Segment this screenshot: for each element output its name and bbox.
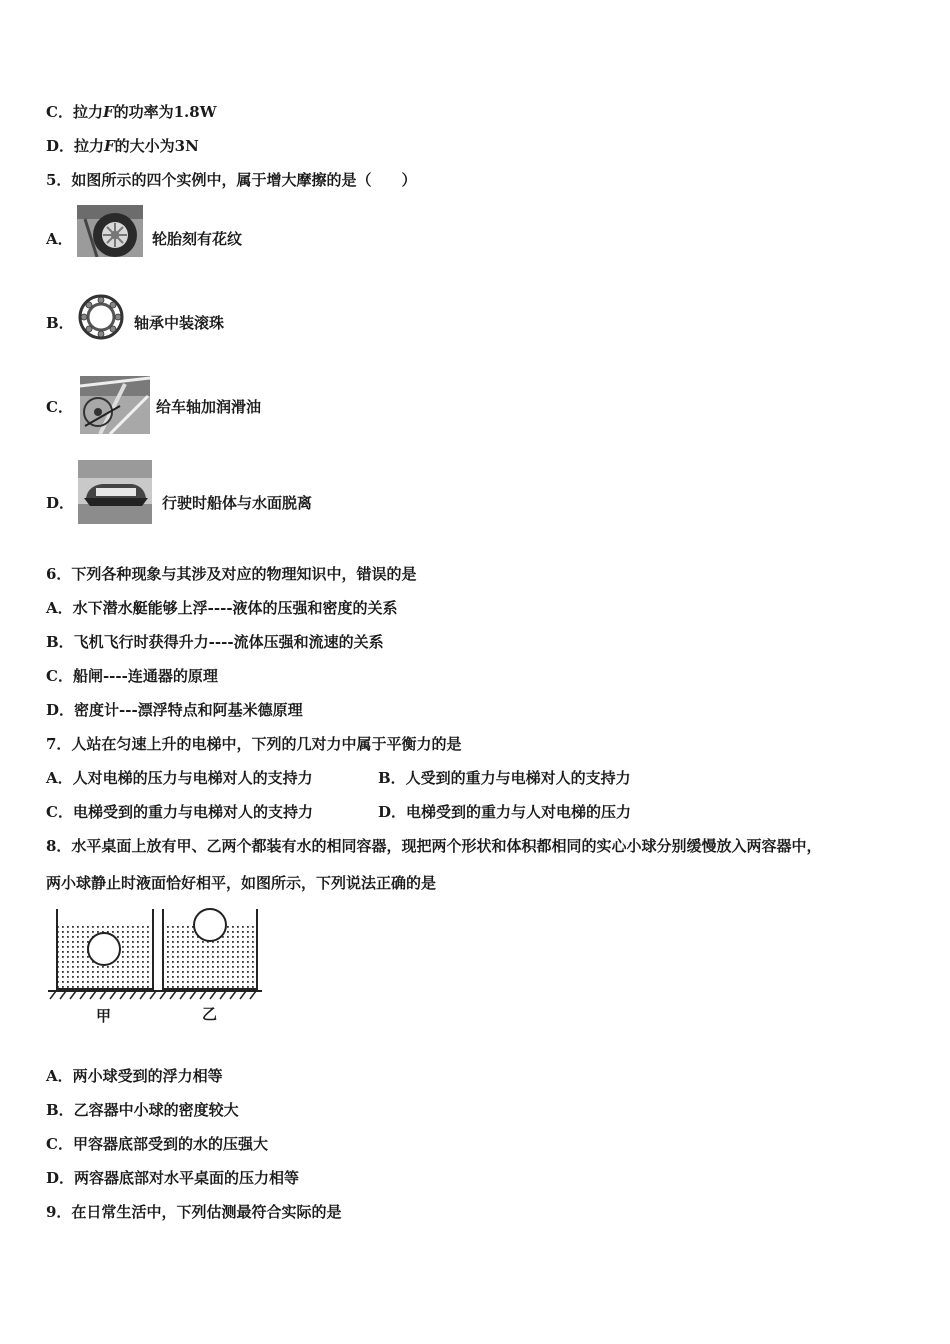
q5-option-c-label: C． [46, 398, 73, 416]
q5-option-c-text: 给车轴加润滑油 [156, 398, 262, 416]
q6-option-d: D．密度计---漂浮特点和阿基米德原理 [46, 701, 303, 719]
q5-option-a-text: 轮胎刻有花纹 [152, 230, 243, 248]
q8-figure-label-yi: 乙 [202, 1005, 218, 1023]
hovercraft-icon [78, 460, 152, 524]
q8-figure [46, 905, 266, 1030]
q5-option-b-text: 轴承中装滚珠 [134, 314, 225, 332]
q5-option-b-label: B． [46, 314, 74, 332]
q5-stem: 5．如图所示的四个实例中，属于增大摩擦的是（ ） [46, 171, 417, 189]
q6-option-c: C．船闸----连通器的原理 [46, 667, 218, 685]
q5-option-d-label: D． [46, 494, 75, 512]
q6-option-b: B．飞机飞行时获得升力----流体压强和流速的关系 [46, 633, 384, 651]
q9-stem: 9．在日常生活中，下列估测最符合实际的是 [46, 1203, 342, 1221]
bicycle-axle-icon [80, 376, 150, 434]
q7-option-b: B．人受到的重力与电梯对人的支持力 [378, 769, 631, 787]
q7-option-a: A．人对电梯的压力与电梯对人的支持力 [46, 769, 313, 787]
bearing-icon [77, 293, 125, 341]
q6-stem: 6．下列各种现象与其涉及对应的物理知识中，错误的是 [46, 565, 417, 583]
tire-icon [77, 205, 143, 257]
q5-option-d-text: 行驶时船体与水面脱离 [162, 494, 313, 512]
q8-option-c: C．甲容器底部受到的水的压强大 [46, 1135, 268, 1153]
q8-option-a: A．两小球受到的浮力相等 [46, 1067, 223, 1085]
q7-option-d: D．电梯受到的重力与人对电梯的压力 [378, 803, 632, 821]
q8-option-d: D．两容器底部对水平桌面的压力相等 [46, 1169, 300, 1187]
q7-stem: 7．人站在匀速上升的电梯中，下列的几对力中属于平衡力的是 [46, 735, 462, 753]
q8-option-b: B．乙容器中小球的密度较大 [46, 1101, 239, 1119]
q8-stem-line1: 8．水平桌面上放有甲、乙两个都装有水的相同容器，现把两个形状和体积都相同的实心小球分别缓慢放入两容器中， [46, 837, 822, 855]
q8-figure-label-jia: 甲 [96, 1007, 112, 1025]
q5-option-a-label: A． [46, 230, 73, 248]
q7-option-c: C．电梯受到的重力与电梯对人的支持力 [46, 803, 313, 821]
q4-option-c: C．拉力F的功率为1.8W [46, 103, 217, 121]
q8-stem-line2: 两小球静止时液面恰好相平，如图所示，下列说法正确的是 [46, 874, 437, 892]
q6-option-a: A．水下潜水艇能够上浮----液体的压强和密度的关系 [46, 599, 398, 617]
q4-option-d: D．拉力F的大小为3N [46, 137, 199, 155]
